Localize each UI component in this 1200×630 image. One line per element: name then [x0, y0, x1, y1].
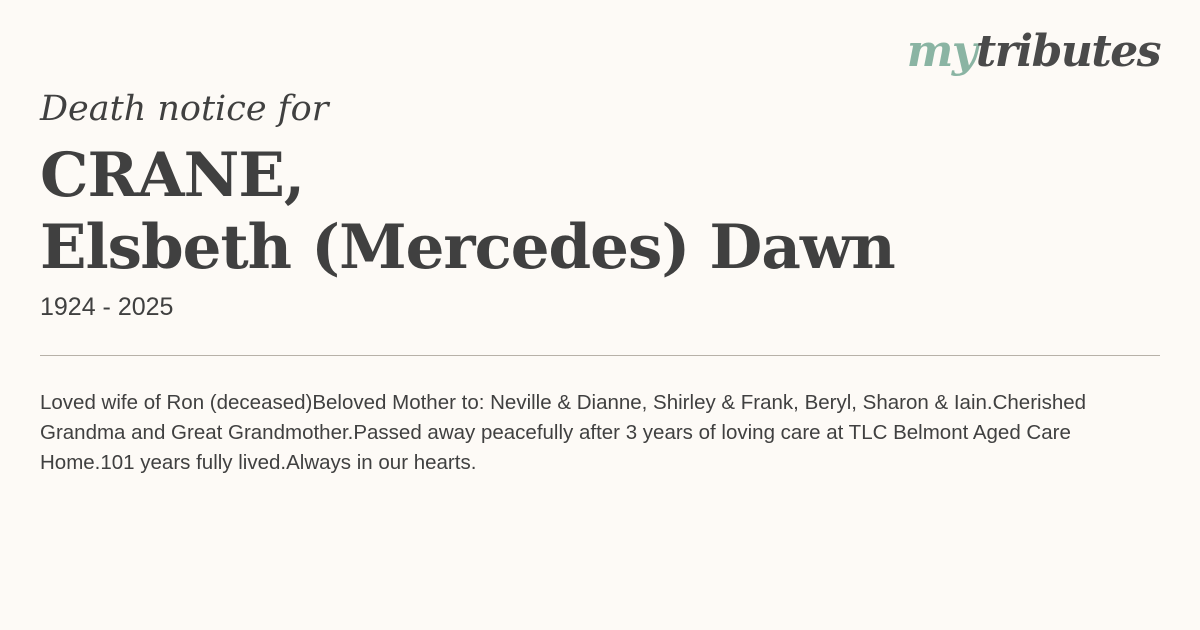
logo-my-text: my: [906, 26, 976, 77]
life-years: 1924 - 2025: [40, 293, 174, 321]
deceased-name: [40, 140, 895, 284]
logo-tributes-text: tributes: [975, 26, 1160, 77]
deceased-surname: CRANE,: [40, 140, 305, 211]
mytributes-logo[interactable]: [906, 26, 1160, 77]
deceased-given-names: Elsbeth (Mercedes) Dawn: [40, 212, 895, 283]
notice-kicker: Death notice for: [40, 89, 329, 129]
section-divider: [40, 355, 1160, 356]
notice-body: Loved wife of Ron (deceased)Beloved Mother to: Neville & Dianne, Shirley & Frank, Beryl, Sharon & Iain.Cherished Grandma and Great Grandmother.Passed away peacefully after 3 years of loving care at TLC Belmont Aged Care Home.101 years fully lived.Always in our hearts.: [40, 391, 1087, 474]
